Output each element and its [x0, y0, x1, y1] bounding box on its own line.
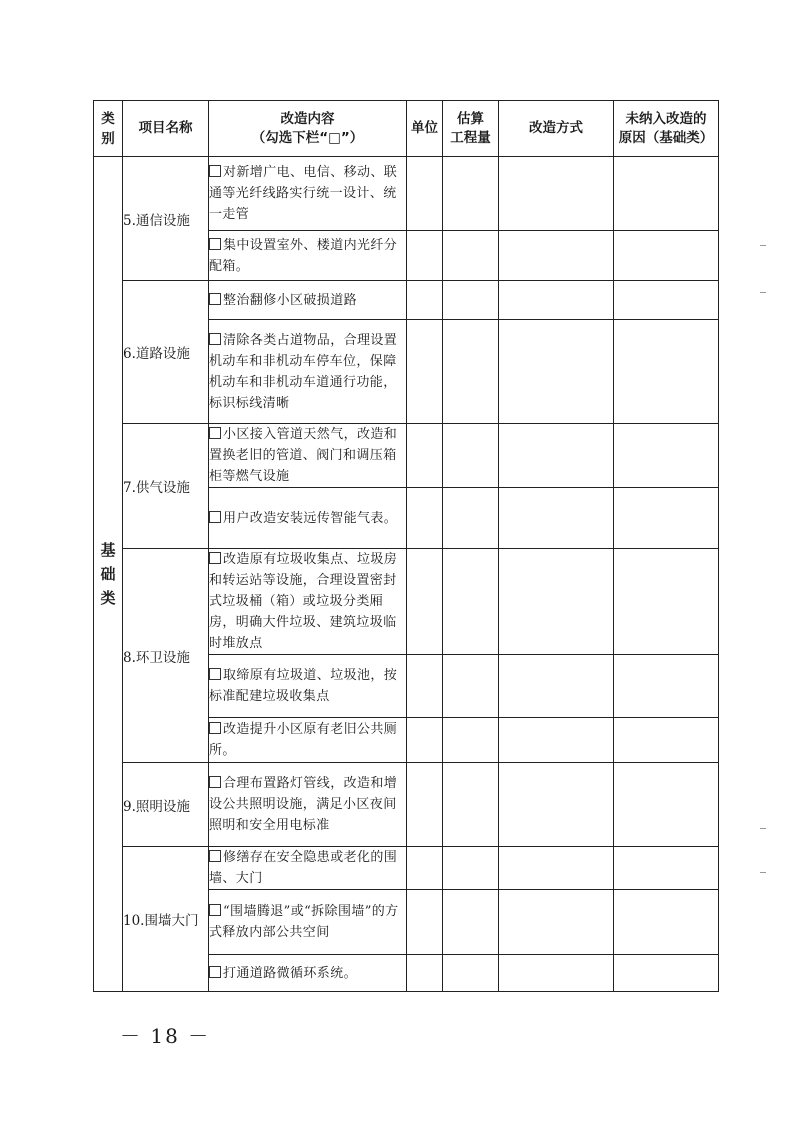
unit-cell[interactable]	[407, 549, 443, 655]
header-reason: 未纳入改造的 原因（基础类）	[614, 101, 719, 157]
checkbox[interactable]	[209, 427, 221, 439]
margin-mark	[760, 292, 766, 293]
checkbox[interactable]	[209, 511, 221, 523]
table-row	[94, 281, 719, 320]
method-cell[interactable]	[499, 955, 614, 992]
unit-cell[interactable]	[407, 890, 443, 955]
method-cell[interactable]	[499, 231, 614, 281]
table-row	[94, 847, 719, 890]
method-cell[interactable]	[499, 718, 614, 763]
estimate-cell[interactable]	[443, 488, 499, 549]
table-row	[94, 549, 719, 655]
content-cell: 整治翻修小区破损道路	[209, 281, 407, 320]
method-cell[interactable]	[499, 655, 614, 718]
method-cell[interactable]	[499, 488, 614, 549]
header-unit: 单位	[407, 101, 443, 157]
method-cell[interactable]	[499, 847, 614, 890]
page-number: － 18 －	[120, 1024, 211, 1048]
method-cell[interactable]	[499, 281, 614, 320]
method-cell[interactable]	[499, 157, 614, 231]
checkbox[interactable]	[209, 552, 221, 564]
reason-cell[interactable]	[614, 549, 719, 655]
reason-cell[interactable]	[614, 320, 719, 424]
reason-cell[interactable]	[614, 890, 719, 955]
estimate-cell[interactable]	[443, 763, 499, 847]
reason-cell[interactable]	[614, 847, 719, 890]
checkbox[interactable]	[209, 668, 221, 680]
estimate-cell[interactable]	[443, 955, 499, 992]
header-estimate: 估算 工程量	[443, 101, 499, 157]
unit-cell[interactable]	[407, 955, 443, 992]
estimate-cell[interactable]	[443, 424, 499, 488]
margin-mark	[760, 245, 766, 246]
checkbox[interactable]	[209, 333, 221, 345]
method-cell[interactable]	[499, 763, 614, 847]
unit-cell[interactable]	[407, 281, 443, 320]
reason-cell[interactable]	[614, 955, 719, 992]
checkbox[interactable]	[209, 904, 221, 916]
checkbox[interactable]	[209, 776, 221, 788]
checkbox[interactable]	[209, 293, 221, 305]
unit-cell[interactable]	[407, 231, 443, 281]
estimate-cell[interactable]	[443, 655, 499, 718]
content-cell: 用户改造安装远传智能气表。	[209, 488, 407, 549]
unit-cell[interactable]	[407, 424, 443, 488]
content-cell: 对新增广电、电信、移动、联通等光纤线路实行统一设计、统一走管	[209, 157, 407, 231]
renovation-table	[93, 100, 719, 992]
content-cell: 改造原有垃圾收集点、垃圾房和转运站等设施，合理设置密封式垃圾桶（箱）或垃圾分类厢房，明确大件垃圾、建筑垃圾临时堆放点	[209, 549, 407, 655]
estimate-cell[interactable]	[443, 718, 499, 763]
unit-cell[interactable]	[407, 763, 443, 847]
unit-cell[interactable]	[407, 488, 443, 549]
method-cell[interactable]	[499, 424, 614, 488]
margin-mark	[760, 872, 766, 873]
estimate-cell[interactable]	[443, 320, 499, 424]
margin-mark	[760, 828, 766, 829]
table-row	[94, 157, 719, 231]
reason-cell[interactable]	[614, 424, 719, 488]
content-cell: 修缮存在安全隐患或老化的围墙、大门	[209, 847, 407, 890]
estimate-cell[interactable]	[443, 549, 499, 655]
project-name-cell: 8.环卫设施	[123, 549, 209, 763]
project-name-cell: 10.围墙大门	[123, 847, 209, 992]
checkbox[interactable]	[209, 722, 221, 734]
table-row	[94, 424, 719, 488]
estimate-cell[interactable]	[443, 847, 499, 890]
content-cell: 打通道路微循环系统。	[209, 955, 407, 992]
reason-cell[interactable]	[614, 281, 719, 320]
project-name-cell: 5.通信设施	[123, 157, 209, 281]
estimate-cell[interactable]	[443, 157, 499, 231]
checkbox[interactable]	[209, 238, 221, 250]
content-cell: 改造提升小区原有老旧公共厕所。	[209, 718, 407, 763]
reason-cell[interactable]	[614, 763, 719, 847]
unit-cell[interactable]	[407, 655, 443, 718]
header-project-name: 项目名称	[123, 101, 209, 157]
reason-cell[interactable]	[614, 488, 719, 549]
reason-cell[interactable]	[614, 655, 719, 718]
estimate-cell[interactable]	[443, 231, 499, 281]
header-method: 改造方式	[499, 101, 614, 157]
reason-cell[interactable]	[614, 157, 719, 231]
content-cell: 小区接入管道天然气，改造和置换老旧的管道、阀门和调压箱柜等燃气设施	[209, 424, 407, 488]
unit-cell[interactable]	[407, 320, 443, 424]
unit-cell[interactable]	[407, 718, 443, 763]
content-cell: 合理布置路灯管线，改造和增设公共照明设施，满足小区夜间照明和安全用电标准	[209, 763, 407, 847]
project-name-cell: 7.供气设施	[123, 424, 209, 549]
method-cell[interactable]	[499, 549, 614, 655]
content-cell: 取缔原有垃圾道、垃圾池，按标准配建垃圾收集点	[209, 655, 407, 718]
estimate-cell[interactable]	[443, 281, 499, 320]
project-name-cell: 6.道路设施	[123, 281, 209, 424]
method-cell[interactable]	[499, 320, 614, 424]
unit-cell[interactable]	[407, 157, 443, 231]
content-cell: 集中设置室外、楼道内光纤分配箱。	[209, 231, 407, 281]
method-cell[interactable]	[499, 890, 614, 955]
checkbox[interactable]	[209, 966, 221, 978]
reason-cell[interactable]	[614, 231, 719, 281]
estimate-cell[interactable]	[443, 890, 499, 955]
unit-cell[interactable]	[407, 847, 443, 890]
content-cell: 清除各类占道物品，合理设置机动车和非机动车停车位，保障机动车和非机动车道通行功能，标识标线清晰	[209, 320, 407, 424]
header-category: 类 别	[94, 101, 123, 157]
table-header-row	[94, 101, 719, 157]
content-cell: “围墙腾退”或“拆除围墙”的方式释放内部公共空间	[209, 890, 407, 955]
category-cell: 基 础 类	[94, 157, 123, 992]
header-content: 改造内容 （勾选下栏“□”）	[209, 101, 407, 157]
checkbox[interactable]	[209, 850, 221, 862]
checkbox[interactable]	[209, 165, 221, 177]
reason-cell[interactable]	[614, 718, 719, 763]
table-row	[94, 763, 719, 847]
project-name-cell: 9.照明设施	[123, 763, 209, 847]
